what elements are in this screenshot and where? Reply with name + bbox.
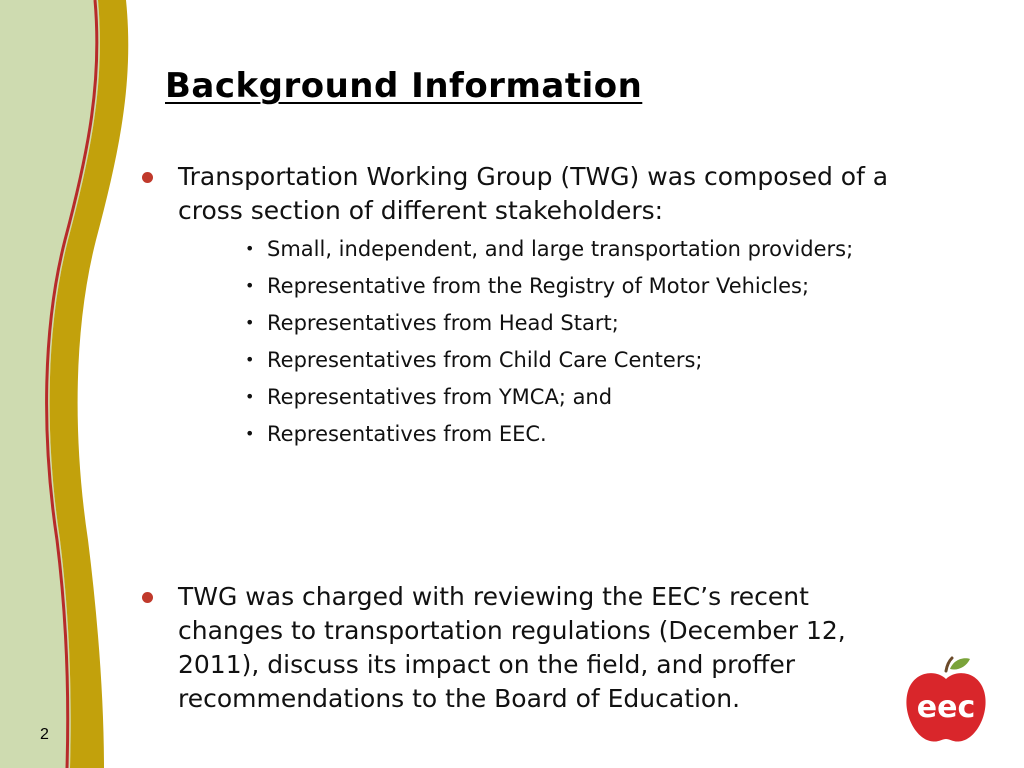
sub-bullet-icon: • xyxy=(245,424,255,443)
list-item: • Representatives from Child Care Centers; xyxy=(267,345,910,375)
sub-bullet-icon: • xyxy=(245,239,255,258)
sub-bullet-icon: • xyxy=(245,350,255,369)
main-bullet-2 xyxy=(140,580,910,716)
bullet-block-1 xyxy=(140,160,910,456)
main-bullet-text: TWG was charged with reviewing the EEC’s recent changes to transportation regulations (December 12, 2011), discuss its impact on the field, and proffer recommendations to the Board of Education. xyxy=(178,582,846,713)
logo-text: eec xyxy=(916,690,976,725)
bullet-dot-icon xyxy=(142,172,153,183)
list-item: • Small, independent, and large transportation providers; xyxy=(267,234,910,264)
list-item: • Representatives from Head Start; xyxy=(267,308,910,338)
list-item: • Representative from the Registry of Motor Vehicles; xyxy=(267,271,910,301)
stakeholder-list xyxy=(140,234,910,449)
sub-bullet-icon: • xyxy=(245,387,255,406)
page-number: 2 xyxy=(40,726,49,743)
list-item: • Representatives from EEC. xyxy=(267,419,910,449)
eec-apple-logo-icon xyxy=(900,655,992,747)
sub-bullet-icon: • xyxy=(245,313,255,332)
slide-title: Background Information xyxy=(165,66,643,106)
main-bullet-1 xyxy=(140,160,910,228)
main-bullet-text: Transportation Working Group (TWG) was composed of a cross section of different stakeholders: xyxy=(178,162,889,225)
sub-bullet-icon: • xyxy=(245,276,255,295)
bullet-block-2 xyxy=(140,580,910,716)
bullet-dot-icon xyxy=(142,592,153,603)
apple-leaf xyxy=(950,658,970,669)
list-item: • Representatives from YMCA; and xyxy=(267,382,910,412)
